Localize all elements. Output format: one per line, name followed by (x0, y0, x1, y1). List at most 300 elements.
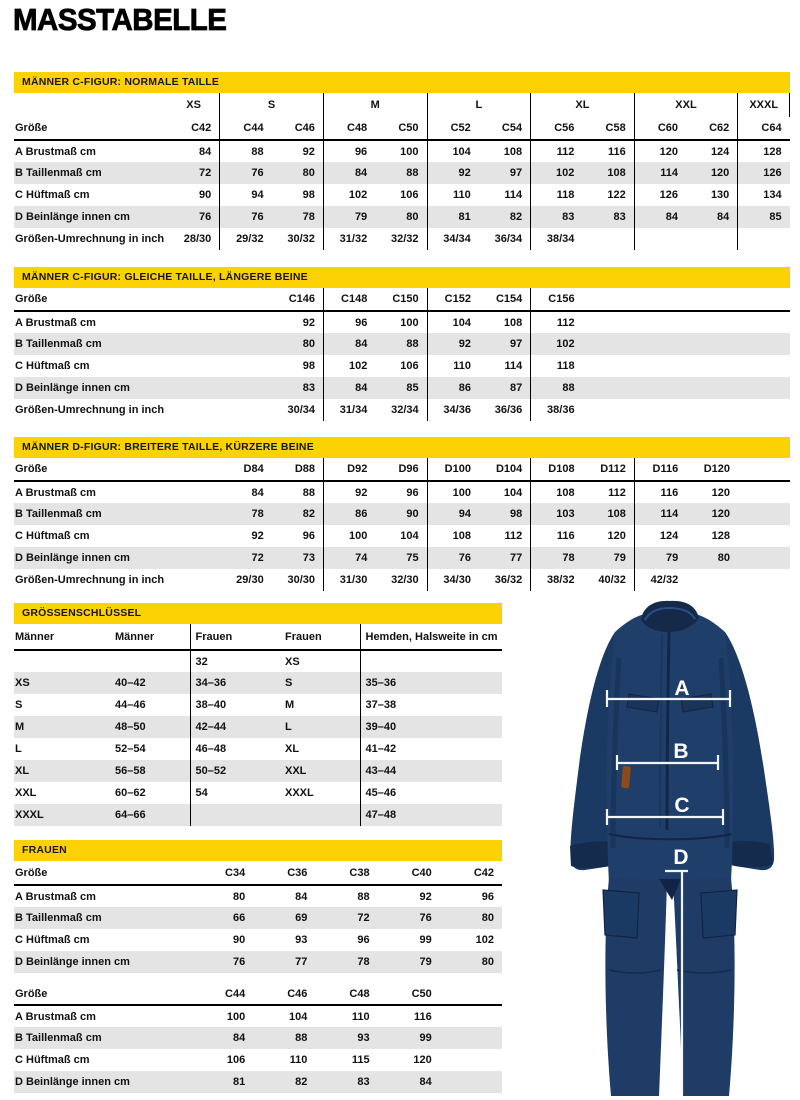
header-cell: Größe (14, 861, 191, 885)
data-cell: 80 (717, 552, 731, 564)
section-header: MÄNNER C-FIGUR: NORMALE TAILLE (14, 72, 790, 93)
size-table (14, 288, 790, 421)
coverall-right-cuff (726, 841, 773, 867)
women-table-1-host (14, 861, 502, 973)
data-cell: 106 (375, 355, 427, 377)
data-cell (440, 1071, 502, 1093)
data-cell (686, 228, 738, 250)
data-cell: B Taillenmaß cm (15, 167, 102, 179)
data-cell: 92 (458, 338, 471, 350)
data-cell (220, 355, 272, 377)
table-row (14, 140, 790, 162)
data-cell: C Hüftmaß cm (15, 530, 90, 542)
data-cell: 76 (458, 552, 471, 564)
data-cell: 134 (763, 189, 782, 201)
data-cell (583, 377, 635, 399)
table-row (14, 1071, 502, 1093)
data-cell (440, 1027, 502, 1049)
data-cell: 116 (414, 1010, 432, 1023)
data-cell: 120 (686, 162, 738, 184)
data-cell: C Hüftmaß cm (15, 189, 90, 201)
data-cell: 96 (354, 145, 368, 158)
data-cell: 84 (295, 890, 308, 903)
data-cell (440, 1049, 502, 1071)
header-cell: Größe (14, 117, 168, 140)
header-cell: C150 (375, 288, 427, 311)
data-cell: XS (280, 650, 360, 672)
data-cell: 88 (295, 1032, 308, 1044)
table-row (14, 377, 790, 399)
header-cell: D104 (479, 458, 531, 481)
table-section-size-key (14, 603, 502, 826)
data-cell: 88 (251, 145, 264, 158)
header-cell: D112 (583, 458, 635, 481)
table-row (14, 503, 790, 525)
data-cell: 90 (168, 184, 220, 206)
data-cell: 76 (251, 167, 264, 179)
data-cell: 112 (583, 481, 635, 503)
data-cell: 79 (583, 547, 635, 569)
data-cell: 30/32 (272, 228, 324, 250)
data-cell: 92 (355, 486, 368, 499)
data-cell: 118 (556, 360, 575, 372)
data-cell: 130 (686, 184, 738, 206)
data-cell: 30/30 (272, 569, 324, 591)
data-cell: XXL (280, 760, 360, 782)
data-cell: 42/32 (650, 574, 679, 586)
data-cell (220, 399, 272, 421)
table-row (14, 782, 502, 804)
data-cell: 114 (660, 508, 679, 520)
data-cell (583, 311, 635, 333)
data-cell: 36/34 (479, 228, 531, 250)
data-cell: 72 (251, 552, 264, 564)
data-cell (686, 355, 738, 377)
section-header: MÄNNER C-FIGUR: GLEICHE TAILLE, LÄNGERE BEINE (14, 267, 790, 288)
data-cell (634, 311, 686, 333)
data-cell: 112 (556, 316, 575, 329)
data-cell (168, 503, 220, 525)
size-table-host (14, 93, 790, 250)
data-cell: C Hüftmaß cm (15, 1054, 90, 1066)
data-cell (686, 333, 738, 355)
section-header: FRAUEN (14, 840, 502, 861)
section-header: GRÖSSENSCHLÜSSEL (14, 603, 502, 624)
data-cell: 52–54 (110, 738, 190, 760)
data-cell: XL (15, 765, 30, 777)
data-cell: 112 (556, 145, 575, 158)
data-cell (686, 399, 738, 421)
data-cell: 104 (479, 481, 531, 503)
data-cell: 114 (479, 355, 531, 377)
data-cell (168, 569, 220, 591)
data-cell: 76 (232, 956, 246, 968)
table-row (14, 481, 790, 503)
data-cell: 38–40 (195, 699, 227, 711)
data-cell: 120 (659, 145, 678, 158)
size-group-label: XXXL (738, 93, 790, 117)
data-cell (738, 228, 790, 250)
data-cell: A Brustmaß cm (15, 486, 96, 499)
data-cell: XXXL (280, 782, 360, 804)
page-title: MASSTABELLE (13, 2, 227, 37)
data-cell (168, 377, 220, 399)
header-cell (738, 288, 790, 311)
data-cell (168, 333, 220, 355)
size-table-host (14, 288, 790, 421)
data-cell: 40–42 (110, 672, 190, 694)
size-group-label: S (220, 93, 324, 117)
table-row (14, 650, 502, 672)
section-header: MÄNNER D-FIGUR: BREITERE TAILLE, KÜRZERE BEINE (14, 437, 790, 458)
header-cell: D100 (427, 458, 479, 481)
data-cell: 80 (232, 890, 246, 903)
header-cell (440, 983, 502, 1005)
data-cell: 120 (711, 508, 731, 520)
size-table (14, 458, 790, 591)
data-cell: 102 (556, 167, 575, 179)
data-cell (738, 399, 790, 421)
size-group-label: XL (531, 93, 635, 117)
data-cell (168, 481, 220, 503)
size-group-label: XXL (634, 93, 738, 117)
data-cell: 115 (351, 1054, 370, 1066)
data-cell: 97 (479, 333, 531, 355)
table-row (14, 738, 502, 760)
data-cell: 32 (195, 655, 208, 668)
header-cell: Größe (14, 458, 168, 481)
data-cell: 45–46 (365, 787, 397, 799)
data-cell: 75 (375, 547, 427, 569)
header-cell: C48 (315, 983, 377, 1005)
data-cell: 98 (272, 355, 324, 377)
header-cell: C42 (440, 861, 502, 885)
header-cell: C56 (531, 117, 583, 140)
table-row (14, 547, 790, 569)
data-cell: 128 (763, 145, 782, 158)
data-cell: 96 (272, 525, 324, 547)
data-cell (634, 399, 686, 421)
header-cell (634, 288, 686, 311)
data-cell (14, 650, 110, 672)
data-cell: 87 (479, 377, 531, 399)
header-cell: C62 (686, 117, 738, 140)
header-cell: C52 (427, 117, 479, 140)
data-cell: 83 (357, 1076, 370, 1088)
header-cell: D116 (634, 458, 686, 481)
data-cell: 79 (354, 211, 368, 223)
data-cell: Größen-Umrechnung in inch (15, 574, 165, 586)
header-cell: Größe (14, 288, 168, 311)
measure-label-a: A (674, 677, 690, 700)
data-cell: 102 (556, 338, 575, 350)
data-cell: 84 (419, 1076, 432, 1088)
data-cell: 36/36 (479, 399, 531, 421)
data-cell: 80 (481, 956, 494, 968)
table-row (14, 525, 790, 547)
size-key-table-host (14, 624, 502, 826)
header-cell: D92 (324, 458, 376, 481)
data-cell: 34/36 (443, 404, 471, 416)
header-cell: C152 (427, 288, 479, 311)
data-cell: 106 (375, 184, 427, 206)
data-cell: 92 (251, 530, 264, 542)
data-cell: 56–58 (110, 760, 190, 782)
data-cell: 76 (251, 211, 264, 223)
header-cell (686, 288, 738, 311)
data-cell: 98 (272, 184, 324, 206)
data-cell: 83 (582, 206, 634, 228)
header-cell: C50 (378, 983, 440, 1005)
header-cell: C58 (582, 117, 634, 140)
data-cell: S (15, 699, 23, 711)
data-cell: 99 (419, 1032, 432, 1044)
data-cell: 120 (711, 486, 731, 499)
data-cell: 104 (375, 525, 427, 547)
data-cell: 116 (582, 140, 634, 162)
table-header-row (14, 624, 502, 650)
data-cell: 124 (686, 140, 738, 162)
data-cell: 108 (452, 530, 471, 542)
header-cell: C146 (272, 288, 324, 311)
data-cell: XS (15, 677, 30, 689)
data-cell: 114 (660, 167, 678, 179)
data-cell: 92 (458, 167, 471, 179)
data-cell: 110 (351, 1010, 370, 1023)
data-cell: 78 (562, 552, 575, 564)
measure-label-c: C (674, 794, 690, 817)
data-cell: 76 (168, 206, 220, 228)
data-cell (168, 355, 220, 377)
data-cell: 126 (659, 189, 678, 201)
header-cell: C48 (323, 117, 375, 140)
data-cell: 84 (251, 486, 264, 499)
data-cell: 122 (582, 184, 634, 206)
size-table-host (14, 458, 790, 591)
data-cell: 29/32 (236, 233, 264, 245)
data-cell: 48–50 (110, 716, 190, 738)
data-cell: D Beinlänge innen cm (15, 382, 130, 394)
header-cell: C44 (191, 983, 253, 1005)
data-cell (440, 1005, 502, 1027)
data-cell: 80 (481, 912, 494, 924)
data-cell (738, 503, 790, 525)
data-cell: B Taillenmaß cm (15, 338, 102, 350)
size-group-label: XS (168, 93, 220, 117)
data-cell: 42–44 (195, 721, 227, 733)
data-cell (360, 650, 502, 672)
table-row (14, 1049, 502, 1071)
data-cell (738, 569, 790, 591)
measure-label-d: D (673, 846, 689, 869)
header-cell: Frauen (190, 624, 280, 650)
data-cell: 64–66 (110, 804, 190, 826)
data-cell (168, 399, 220, 421)
header-cell: C50 (375, 117, 427, 140)
data-cell (168, 547, 220, 569)
data-cell: 72 (168, 162, 220, 184)
data-cell: XXXL (15, 809, 44, 821)
data-cell: 92 (419, 890, 432, 903)
data-cell: 85 (769, 211, 782, 223)
data-cell: M (280, 694, 360, 716)
data-cell: 81 (232, 1076, 246, 1088)
header-cell: C34 (191, 861, 253, 885)
data-cell (583, 333, 635, 355)
data-cell: 124 (659, 530, 679, 542)
table-row (14, 885, 502, 907)
data-cell: 84 (168, 140, 220, 162)
data-cell: 40/32 (583, 569, 635, 591)
data-cell: 38/36 (547, 404, 575, 416)
data-cell: 102 (348, 360, 368, 372)
data-cell: 82 (295, 1076, 308, 1088)
data-cell: 94 (251, 189, 264, 201)
data-cell: 37–38 (365, 699, 397, 711)
data-cell: 116 (660, 486, 679, 499)
data-cell: 79 (665, 552, 679, 564)
table-row (14, 206, 790, 228)
data-cell: Größen-Umrechnung in inch (15, 233, 165, 245)
data-cell: 84 (665, 211, 678, 223)
data-cell: 88 (562, 382, 575, 394)
data-cell: 100 (348, 530, 368, 542)
table-row (14, 951, 502, 973)
data-cell: 108 (479, 311, 531, 333)
data-cell: 29/30 (236, 574, 264, 586)
data-cell: 90 (232, 934, 246, 946)
data-cell: 84 (686, 206, 738, 228)
data-cell: 104 (452, 145, 471, 158)
data-cell: D Beinlänge innen cm (15, 1076, 130, 1088)
data-cell: 90 (375, 503, 427, 525)
table-row (14, 716, 502, 738)
data-cell: 88 (272, 481, 324, 503)
data-cell: 114 (479, 184, 531, 206)
table-section-men-c-normal (14, 72, 790, 250)
data-cell (634, 355, 686, 377)
data-cell: A Brustmaß cm (15, 1010, 96, 1023)
header-cell (168, 288, 220, 311)
data-cell: D Beinlänge innen cm (15, 956, 130, 968)
coverall-cargo-pocket-left (603, 890, 639, 938)
data-cell: 110 (289, 1054, 308, 1066)
women-table-2-host (14, 983, 502, 1093)
data-cell: 76 (419, 912, 432, 924)
table-row (14, 804, 502, 826)
data-cell: 44–46 (110, 694, 190, 716)
data-cell: 120 (583, 525, 635, 547)
data-cell: 93 (295, 934, 308, 946)
data-cell: 99 (419, 934, 432, 946)
data-cell: 54 (195, 787, 208, 799)
data-cell: 104 (452, 316, 471, 329)
size-table (14, 861, 502, 973)
data-cell: 83 (272, 377, 324, 399)
data-cell (686, 377, 738, 399)
data-cell (583, 399, 635, 421)
data-cell (686, 569, 738, 591)
data-cell: M (15, 721, 25, 733)
data-cell (220, 333, 272, 355)
data-cell (634, 377, 686, 399)
table-row (14, 355, 790, 377)
table-row (14, 162, 790, 184)
header-cell: C54 (479, 117, 531, 140)
data-cell: 120 (413, 1054, 432, 1066)
data-cell: 108 (479, 140, 531, 162)
data-cell: 80 (272, 162, 324, 184)
header-cell: Männer (14, 624, 110, 650)
data-cell: 100 (226, 1010, 246, 1023)
table-row (14, 929, 502, 951)
data-cell (738, 333, 790, 355)
data-cell: 28/30 (168, 228, 220, 250)
data-cell: 50–52 (195, 765, 227, 777)
table-row (14, 1005, 502, 1027)
data-cell: 31/34 (339, 404, 368, 416)
data-cell: 126 (763, 167, 782, 179)
data-cell: 85 (375, 377, 427, 399)
data-cell: 81 (458, 211, 471, 223)
header-cell (738, 458, 790, 481)
table-header-row (14, 861, 502, 885)
size-table (14, 624, 502, 826)
data-cell: 106 (226, 1054, 246, 1066)
data-cell (583, 355, 635, 377)
data-cell (110, 650, 190, 672)
header-cell: Hemden, Halsweite in cm (360, 624, 502, 650)
table-row (14, 184, 790, 206)
data-cell: 110 (453, 189, 471, 201)
data-cell: 102 (475, 934, 494, 946)
data-cell (190, 804, 280, 826)
header-cell: Größe (14, 983, 191, 1005)
data-cell: 32/30 (375, 569, 427, 591)
table-row (14, 760, 502, 782)
data-cell: C Hüftmaß cm (15, 934, 90, 946)
data-cell: 35–36 (365, 677, 397, 689)
data-cell: 84 (354, 167, 368, 179)
size-group-row (14, 93, 790, 117)
data-cell: 31/30 (339, 574, 368, 586)
data-cell: 77 (295, 956, 308, 968)
header-cell (583, 288, 635, 311)
data-cell (634, 228, 686, 250)
data-cell (738, 525, 790, 547)
data-cell: 100 (452, 486, 471, 499)
data-cell: 116 (556, 530, 575, 542)
header-cell: C42 (168, 117, 220, 140)
data-cell: 83 (562, 211, 575, 223)
data-cell: 82 (272, 503, 324, 525)
header-cell: C64 (738, 117, 790, 140)
data-cell: L (15, 743, 22, 755)
data-cell (220, 377, 272, 399)
data-cell: 84 (355, 338, 368, 350)
data-cell: C Hüftmaß cm (15, 360, 90, 372)
data-cell: A Brustmaß cm (15, 890, 96, 903)
table-header-row (14, 288, 790, 311)
data-cell: 66 (232, 912, 246, 924)
data-cell: 118 (556, 189, 575, 201)
header-cell: C148 (324, 288, 376, 311)
table-section-men-d-figure (14, 437, 790, 591)
data-cell: 96 (357, 934, 370, 946)
data-cell: L (280, 716, 360, 738)
data-cell: D Beinlänge innen cm (15, 211, 130, 223)
data-cell: 110 (453, 360, 471, 372)
